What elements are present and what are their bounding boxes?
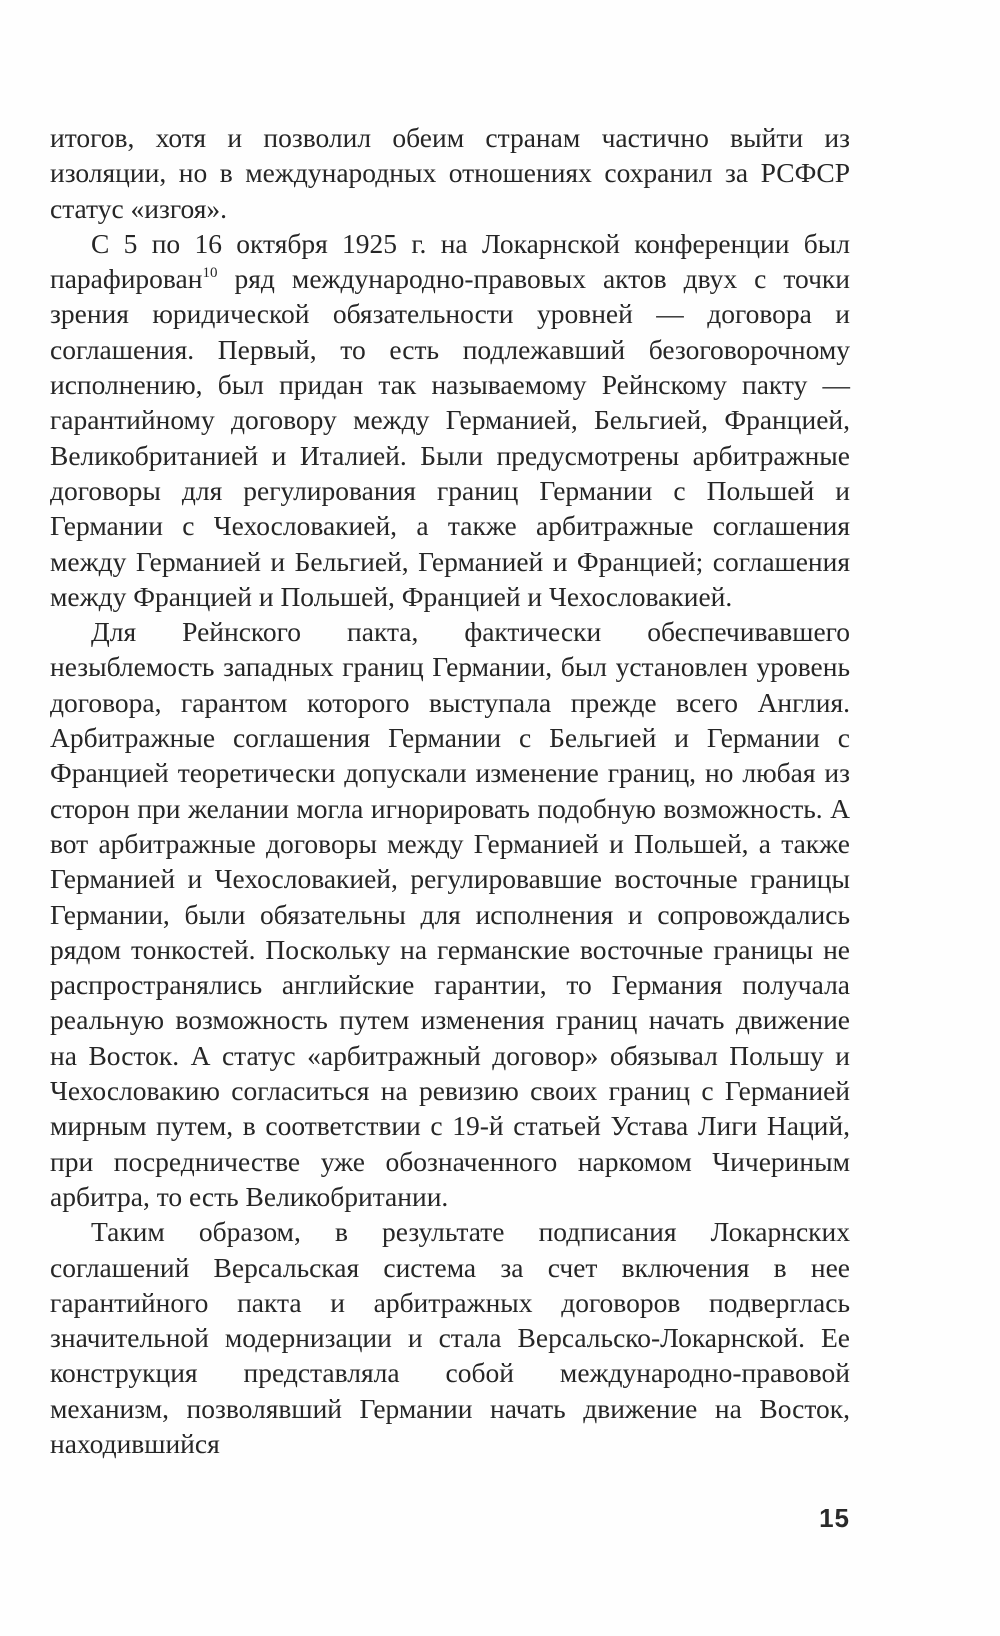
body-text	[50, 120, 850, 1461]
paragraph-text-after-footnote: ряд международно-правовых актов двух с точки зрения юридической обязательности уровней — договора и соглашения. Первый, то есть подлежавший безоговорочному исполнению, был придан так называемому Рейнскому пакту — гарантийному договору между Германией, Бельгией, Францией, Великобританией и Италией. Были предусмотрены арбитражные договоры для регулирования границ Германии с Польшей и Германии с Чехословакией, а также арбитражные соглашения между Германией и Бельгией, Германией и Францией; соглашения между Францией и Польшей, Францией и Чехословакией.	[50, 263, 850, 612]
footnote-marker[interactable]: 10	[202, 265, 218, 282]
paragraph-text-before-footnote: С 5 по 16 октября 1925 г. на Локарнской конференции был парафирован	[50, 227, 850, 295]
paragraph-locarno-conference	[50, 226, 850, 614]
page-number: 15	[819, 1503, 850, 1533]
paragraph-rhine-pact: Для Рейнского пакта, фактически обеспечивавшего незыблемость западных границ Германии, был установлен уровень договора, гарантом которого выступала прежде всего Англия. Арбитражные соглашения Германии с Бельгией и Германии с Францией теоретически допускали изменение границ, но любая из сторон при желании могла игнорировать подобную возможность. А вот арбитражные договоры между Германией и Польшей, а также Германией и Чехословакией, регулировавшие восточные границы Германии, были обязательны для исполнения и сопровождались рядом тонкостей. Поскольку на германские восточные границы не распространялись английские гарантии, то Германия получала реальную возможность путем изменения границ начать движение на Восток. А статус «арбитражный договор» обязывал Польшу и Чехословакию согласиться на ревизию своих границ с Германией мирным путем, в соответствии с 19-й статьей Устава Лиги Наций, при посредничестве уже обозначенного наркомом Чичериным арбитра, то есть Великобритании.	[50, 616, 850, 1212]
paragraph-continuation: итогов, хотя и позволил обеим странам частично выйти из изоляции, но в международных отношениях сохранил за РСФСР статус «изгоя».	[50, 122, 850, 224]
paragraph-conclusion: Таким образом, в результате подписания Локарнских соглашений Версальская система за счет включения в нее гарантийного пакта и арбитражных договоров подверглась значительной модернизации и стала Версальско-Локарнской. Ее конструкция представляла собой международно-правовой механизм, позволявший Германии начать движение на Восток, находившийся	[50, 1216, 850, 1459]
